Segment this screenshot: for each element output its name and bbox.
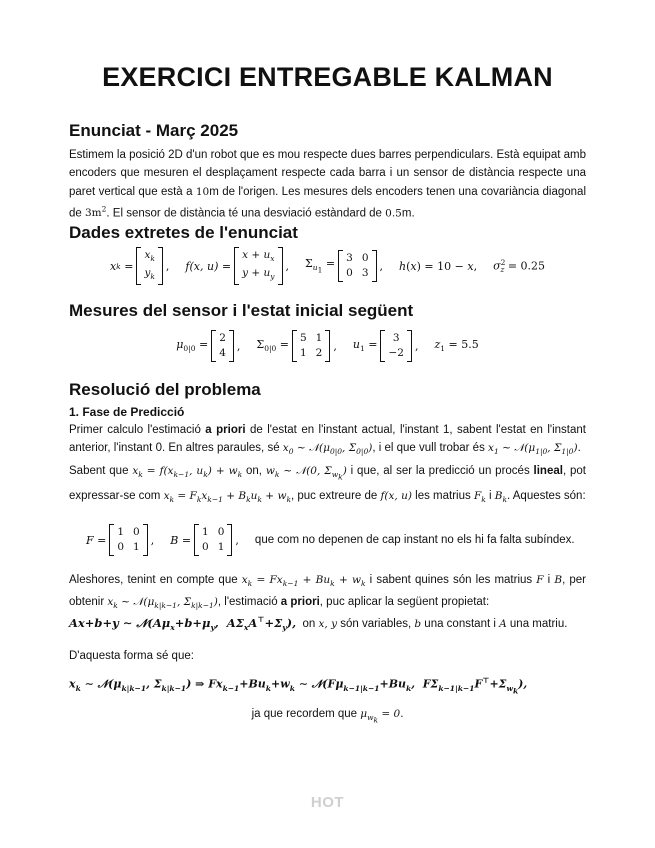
matrix-sigma-u1: 3 0 0 3 bbox=[338, 250, 376, 282]
footer-mark: HOT bbox=[310, 794, 345, 811]
matrix-F: 1 0 0 1 bbox=[109, 524, 147, 556]
enunciat-std: 0.5 bbox=[385, 207, 402, 220]
matrix-sigma00: 5 1 1 2 bbox=[292, 330, 330, 362]
matrix-u1: 3 −2 bbox=[380, 330, 411, 362]
enunciat-text-1: Estimem la posició 2D d'un robot que es mou respecte dues barres perpendiculars. Està equipat amb encoders que mesuren el desplaçament respecte cada barra i un sensor de distància respecte una paret vertical que està a bbox=[69, 149, 586, 198]
heading-resolucio: Resolució del problema bbox=[69, 380, 261, 399]
matrix-mu: 2 4 bbox=[211, 330, 234, 362]
z1-value: $z_1 = 5.5$ bbox=[434, 338, 479, 354]
fb-note: que com no depenen de cap instant no els hi fa falta subíndex. bbox=[254, 534, 575, 546]
sigma00-label: $\Sigma_{0|0}$ = bbox=[256, 338, 289, 354]
paragraph-prediccio-1: Primer calculo l'estimació a priori de l'estat en l'instant actual, l'instant 1, sabent l'estat en l'instant anterior, l'instant 0. En altres paraules, sé $x_0$ ∼ $𝒩(\mu_{0|0}$, $\Sigma_{0|0}$), i el que vull trobar és $x_1$ ∼ $𝒩(\mu_{1|0}$, $\Sigma_{1|0}$). bbox=[69, 424, 586, 457]
enunciat-distance: 10 bbox=[195, 185, 210, 198]
matrix-xk: $x_k$ $y_k$ bbox=[136, 247, 162, 285]
paragraph-prediccio-2: Sabent que $x_k = f(x_{k-1}$, $u_k) + w_k$ on, $w_k$ ∼ 𝒩(0, $\Sigma_{w_k}$) i que, al ser la predicció un procés lineal, pot expressar-se com $x_k = F_kx_{k-1} + B_ku_k + w_k$, puc extreure de f(x, u) les matrius $F_k$ i $B_k$. Aquestes són: bbox=[69, 465, 586, 504]
enunciat-text-4: m. bbox=[401, 207, 415, 220]
heading-mesures: Mesures del sensor i l'estat inicial següent bbox=[69, 301, 414, 320]
sigma-z: $\sigma^2_z = 0.25$ bbox=[493, 257, 546, 275]
f-label: f(x, u) = bbox=[185, 259, 232, 273]
equation-dades: x k = $x_k$ $y_k$ , f(x, u) = $x + u_x$ $y + u_y$ , $\Sigma_{u_1}$ = 3 0 0 3 , h(x) = 10 − x, $\sigma^2_z = 0.25$ bbox=[69, 246, 586, 286]
target-state-expr: $x_1$ ∼ $𝒩(\mu_{1|0}$, $\Sigma_{1|0}$) bbox=[488, 442, 578, 457]
heading-dades: Dades extretes de l'enunciat bbox=[69, 223, 298, 242]
paragraph-enunciat bbox=[69, 146, 586, 223]
enunciat-text-2: m de l'origen. Les mesures dels encoders tenen una covariància diagonal de bbox=[69, 185, 586, 220]
recordem-line: ja que recordem que $\mu_{w_k} = 0$. bbox=[251, 708, 404, 725]
sigma-u1-label: $\Sigma_{u_1}$ = bbox=[305, 257, 336, 275]
equation-property: Ax+b+y ∼ $𝒩(A\mu_x+b+\mu_y$, $A\Sigma_xA^⊤+\Sigma_y$), on x, y són variables, b una constant i A una matriu. bbox=[69, 615, 568, 633]
h-function: h(x) = 10 − x, bbox=[399, 259, 478, 273]
equation-mesures: $\mu_{0|0}$ = 2 4 , $\Sigma_{0|0}$ = 5 1 1 2 , $u_1$ = 3 −2 , $z_1 = 5.5$ bbox=[69, 326, 586, 366]
equation-prediction: $x_k$ ∼ $𝒩(\mu_{k|k-1}$, $\Sigma_{k|k-1}$) ⇒ $Fx_{k-1}+Bu_k+w_k$ ∼ $𝒩(F\mu_{k-1|k-1}+Bu_k$, $F\Sigma_{k-1|k-1}F^⊤+\Sigma_{w_k}$), bbox=[69, 676, 528, 696]
paragraph-prediccio-3: Aleshores, tenint en compte que $x_k = Fx_{k-1} + Bu_k + w_k$ i sabent quines són les matrius F i B, per obtenir $x_k$ ∼ $𝒩(\mu_{k|k-1}$, $\Sigma_{k|k-1}$), l'estimació a priori, puc aplicar la següent propietat: bbox=[69, 574, 587, 611]
paragraph-prediccio-4: D'aquesta forma sé que: bbox=[69, 650, 194, 662]
mu-label: $\mu_{0|0}$ = bbox=[176, 338, 209, 354]
known-state-expr: $x_0$ ∼ $𝒩(\mu_{0|0}$, $\Sigma_{0|0}$) bbox=[282, 442, 373, 457]
matrix-B: 1 0 0 1 bbox=[194, 524, 232, 556]
subheading-prediccio: 1. Fase de Predicció bbox=[69, 405, 185, 419]
heading-enunciat: Enunciat - Març 2025 bbox=[69, 121, 239, 140]
enunciat-cov: $3m^2$ bbox=[85, 204, 107, 220]
enunciat-text-3: . El sensor de distància té una desviació estàndard de bbox=[106, 207, 386, 220]
matrix-f: $x + u_x$ $y + u_y$ bbox=[234, 247, 282, 285]
u1-label: $u_1$ = bbox=[352, 338, 378, 354]
equation-fb: F = 1 0 0 1 , B = 1 0 0 1 , que com no depenen de cap instant no els hi fa falta subíndex. bbox=[69, 521, 603, 559]
document-title: EXERCICI ENTREGABLE KALMAN bbox=[102, 62, 553, 92]
